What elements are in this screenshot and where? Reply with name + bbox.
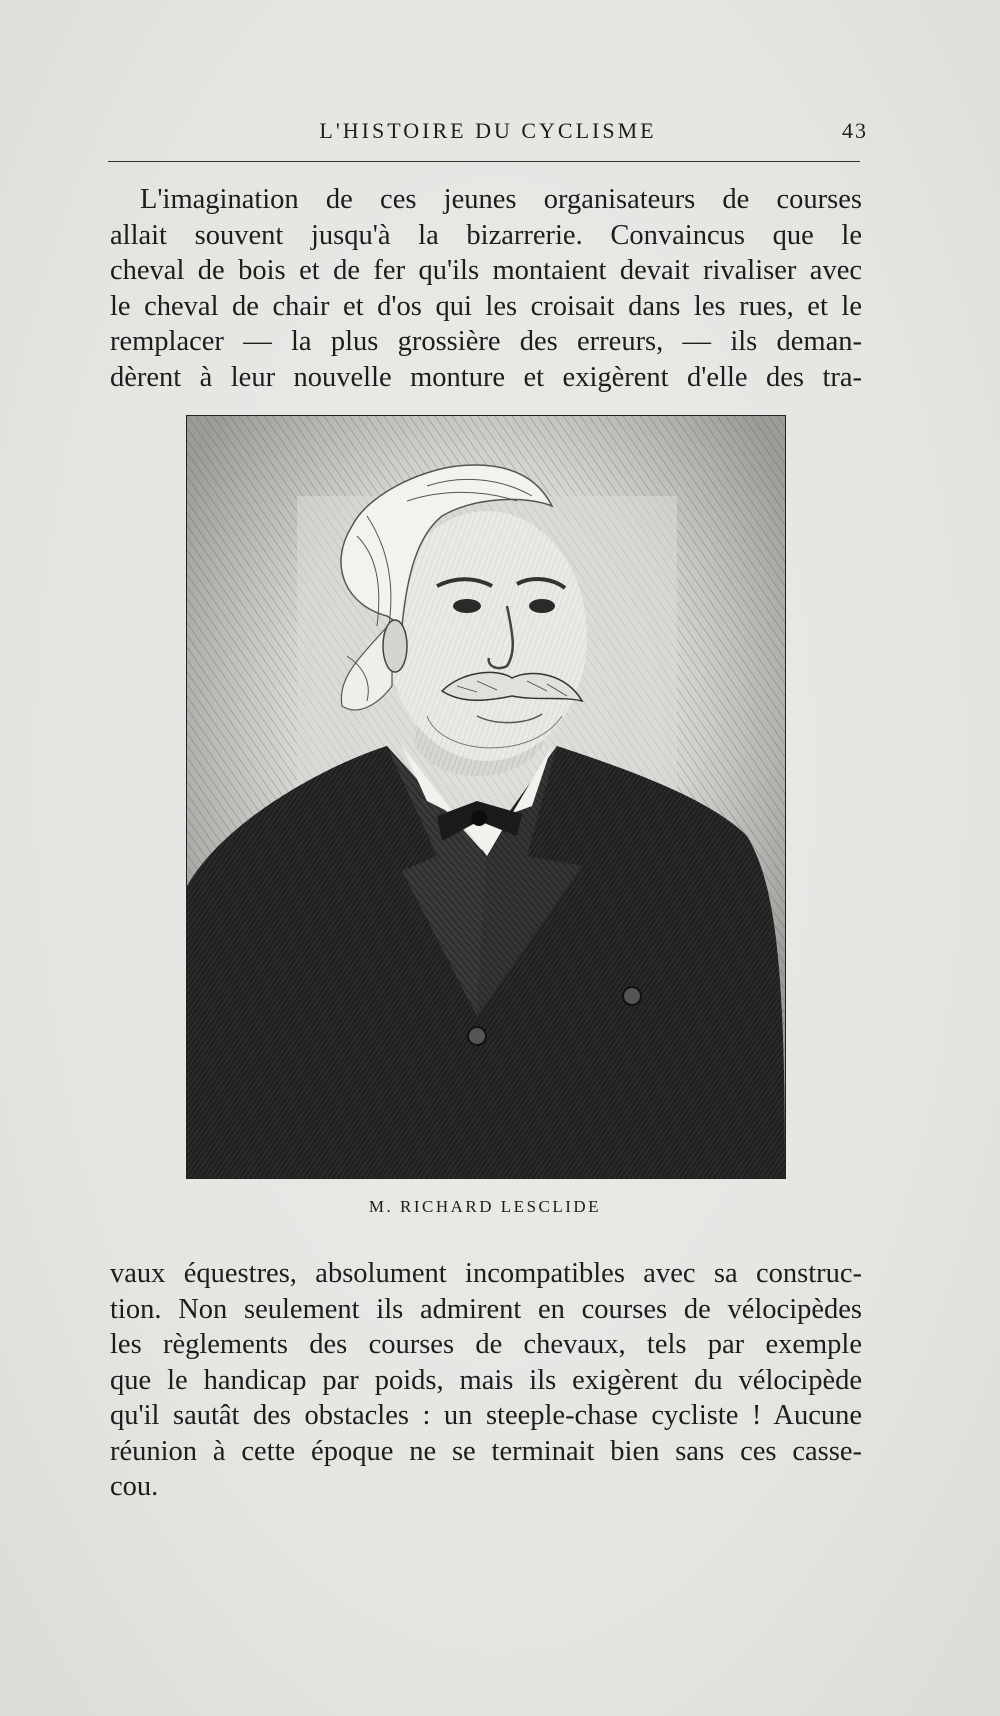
text-line: les règlements des courses de chevaux, tels par exemple bbox=[110, 1329, 862, 1360]
text-line: dèrent à leur nouvelle monture et exigèrent d'elle des tra- bbox=[110, 361, 862, 393]
paragraph-top bbox=[110, 182, 862, 395]
page-number: 43 bbox=[842, 118, 868, 143]
portrait-engraving bbox=[186, 415, 786, 1179]
text-line: le cheval de chair et d'os qui les croisait dans les rues, et le bbox=[110, 290, 862, 322]
running-title: L'HISTOIRE DU CYCLISME bbox=[319, 118, 657, 143]
text-line: cheval de bois et de fer qu'ils montaient devait rivaliser avec bbox=[110, 255, 862, 286]
text-line: réunion à cette époque ne se terminait bien sans ces casse- bbox=[110, 1435, 862, 1467]
header-rule bbox=[108, 161, 860, 162]
running-head bbox=[108, 118, 868, 146]
text-line: que le handicap par poids, mais ils exigèrent du vélocipède bbox=[110, 1364, 862, 1396]
text-line: qu'il sautât des obstacles : un steeple-chase cycliste ! Aucune bbox=[110, 1400, 862, 1431]
text-line: cou. bbox=[110, 1471, 159, 1502]
text-line: tion. Non seulement ils admirent en courses de vélocipèdes bbox=[110, 1293, 862, 1325]
text-line: vaux équestres, absolument incompatibles avec sa construc- bbox=[110, 1258, 862, 1289]
text-line: remplacer — la plus grossière des erreurs, — ils deman- bbox=[110, 326, 862, 357]
text-line: allait souvent jusqu'à la bizarrerie. Convaincus que le bbox=[110, 219, 862, 251]
figure-caption: M. RICHARD LESCLIDE bbox=[368, 1197, 602, 1216]
portrait-illustration bbox=[187, 416, 785, 1178]
paragraph-bottom bbox=[110, 1256, 862, 1505]
text-line: L'imagination de ces jeunes organisateurs de courses bbox=[140, 184, 862, 215]
